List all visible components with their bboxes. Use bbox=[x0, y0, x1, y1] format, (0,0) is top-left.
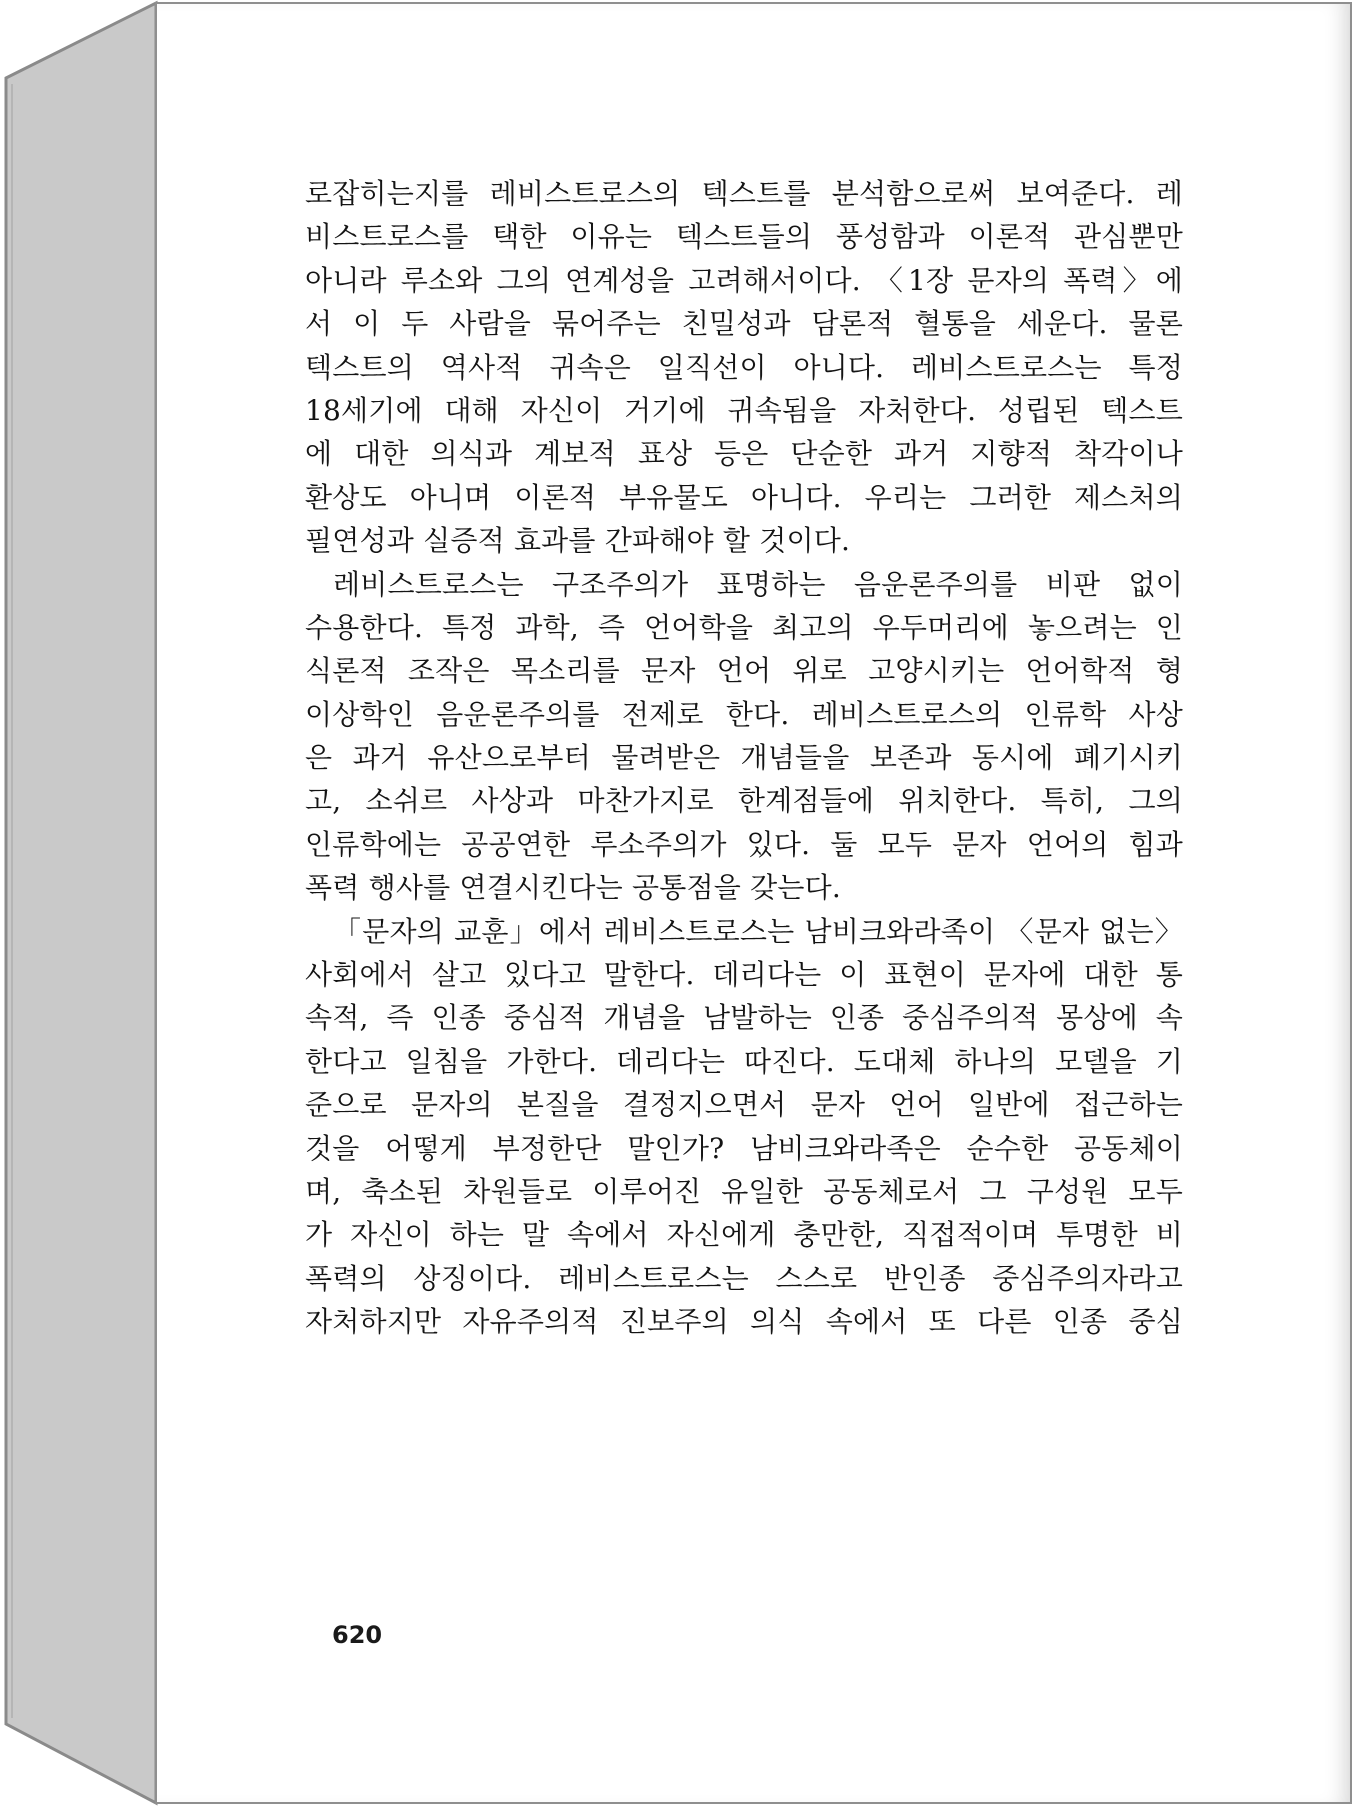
text-line: 것을 어떻게 부정한단 말인가? 남비크와라족은 순수한 공동체이 bbox=[305, 1131, 1183, 1165]
text-line: 사회에서 살고 있다고 말한다. 데리다는 이 표현이 문자에 대한 통 bbox=[305, 958, 1183, 992]
text-line: 고, 소쉬르 사상과 마찬가지로 한계점들에 위치한다. 특히, 그의 bbox=[305, 784, 1183, 818]
text-line: 텍스트의 역사적 귀속은 일직선이 아니다. 레비스트로스는 특정 bbox=[305, 350, 1183, 384]
text-line: 은 과거 유산으로부터 물려받은 개념들을 보존과 동시에 폐기시키 bbox=[305, 741, 1183, 775]
text-line: 자처하지만 자유주의적 진보주의 의식 속에서 또 다른 인종 중심 bbox=[305, 1305, 1183, 1339]
paragraph bbox=[305, 910, 1183, 1344]
paragraph bbox=[305, 172, 1183, 563]
text-line: 필연성과 실증적 효과를 간파해야 할 것이다. bbox=[305, 524, 851, 558]
text-line: 「문자의 교훈」에서 레비스트로스는 남비크와라족이 〈문자 없는〉 bbox=[333, 914, 1183, 948]
text-line: 수용한다. 특정 과학, 즉 언어학을 최고의 우두머리에 놓으려는 인 bbox=[305, 610, 1183, 644]
text-line: 환상도 아니며 이론적 부유물도 아니다. 우리는 그러한 제스처의 bbox=[305, 480, 1183, 514]
text-line: 한다고 일침을 가한다. 데리다는 따진다. 도대체 하나의 모델을 기 bbox=[305, 1044, 1183, 1078]
text-line: 식론적 조작은 목소리를 문자 언어 위로 고양시키는 언어학적 형 bbox=[305, 654, 1183, 688]
page-sheet bbox=[155, 2, 1352, 1804]
text-line: 인류학에는 공공연한 루소주의가 있다. 둘 모두 문자 언어의 힘과 bbox=[305, 827, 1183, 861]
text-line: 폭력 행사를 연결시킨다는 공통점을 갖는다. bbox=[305, 871, 841, 905]
body-text bbox=[305, 172, 1183, 1344]
text-line: 준으로 문자의 본질을 결정지으면서 문자 언어 일반에 접근하는 bbox=[305, 1088, 1183, 1122]
text-line: 가 자신이 하는 말 속에서 자신에게 충만한, 직접적이며 투명한 비 bbox=[305, 1218, 1183, 1252]
text-line: 이상학인 음운론주의를 전제로 한다. 레비스트로스의 인류학 사상 bbox=[305, 697, 1183, 731]
paragraph bbox=[305, 563, 1183, 910]
text-line: 레비스트로스는 구조주의가 표명하는 음운론주의를 비판 없이 bbox=[333, 567, 1183, 601]
text-line: 비스트로스를 택한 이유는 텍스트들의 풍성함과 이론적 관심뿐만 bbox=[305, 220, 1183, 254]
book-spine bbox=[0, 0, 160, 1806]
page-number: 620 bbox=[332, 1621, 383, 1649]
text-line: 속적, 즉 인종 중심적 개념을 남발하는 인종 중심주의적 몽상에 속 bbox=[305, 1001, 1183, 1035]
text-line: 아니라 루소와 그의 연계성을 고려해서이다. 〈1장 문자의 폭력〉에 bbox=[305, 263, 1183, 297]
text-line: 에 대한 의식과 계보적 표상 등은 단순한 과거 지향적 착각이나 bbox=[305, 437, 1183, 471]
text-line: 18세기에 대해 자신이 거기에 귀속됨을 자처한다. 성립된 텍스트 bbox=[305, 393, 1183, 427]
text-line: 로잡히는지를 레비스트로스의 텍스트를 분석함으로써 보여준다. 레 bbox=[305, 177, 1183, 210]
text-line: 폭력의 상징이다. 레비스트로스는 스스로 반인종 중심주의자라고 bbox=[305, 1261, 1183, 1295]
text-line: 서 이 두 사람을 묶어주는 친밀성과 담론적 혈통을 세운다. 물론 bbox=[305, 307, 1183, 341]
text-line: 며, 축소된 차원들로 이루어진 유일한 공동체로서 그 구성원 모두 bbox=[305, 1174, 1183, 1208]
